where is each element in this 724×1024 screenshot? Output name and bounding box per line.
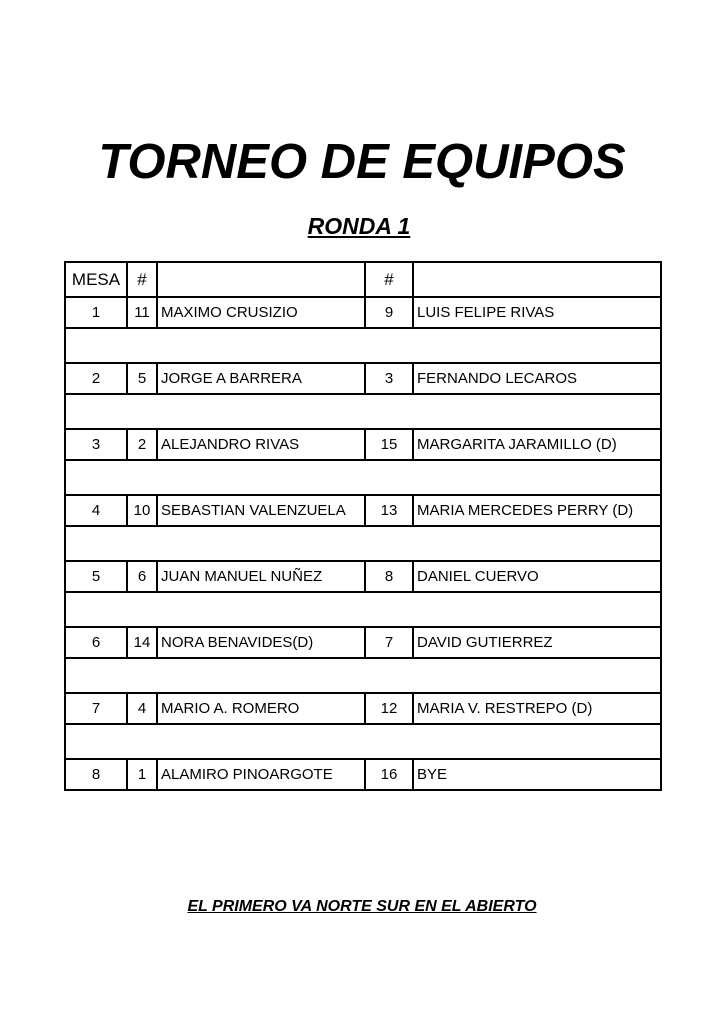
table-row [65,297,661,328]
footer-note: EL PRIMERO VA NORTE SUR EN EL ABIERTO [187,898,537,915]
header-name-1 [157,262,365,297]
cell-player-number-2: 3 [365,363,413,394]
pairings-table [64,261,662,791]
cell-mesa: 1 [65,297,127,328]
spacer-cell [65,724,661,759]
cell-player-number-1: 5 [127,363,157,394]
cell-player-number-1: 11 [127,297,157,328]
cell-player-name-1: ALAMIRO PINOARGOTE [157,759,365,790]
spacer-row [65,724,661,759]
cell-player-number-1: 1 [127,759,157,790]
spacer-row [65,394,661,429]
cell-player-name-2: MARIA MERCEDES PERRY (D) [413,495,661,526]
cell-player-name-1: JUAN MANUEL NUÑEZ [157,561,365,592]
header-name-2 [413,262,661,297]
spacer-row [65,328,661,363]
cell-mesa: 5 [65,561,127,592]
cell-mesa: 3 [65,429,127,460]
table-header-row [65,262,661,297]
cell-player-name-2: DANIEL CUERVO [413,561,661,592]
table-row [65,693,661,724]
page-title: TORNEO DE EQUIPOS [98,135,626,189]
cell-player-name-2: MARGARITA JARAMILLO (D) [413,429,661,460]
table-row [65,561,661,592]
cell-player-number-1: 6 [127,561,157,592]
header-num-2: # [365,262,413,297]
spacer-row [65,526,661,561]
pairings-body [65,262,661,790]
cell-player-number-2: 9 [365,297,413,328]
cell-player-name-1: JORGE A BARRERA [157,363,365,394]
cell-player-name-1: SEBASTIAN VALENZUELA [157,495,365,526]
cell-player-number-1: 10 [127,495,157,526]
round-subtitle: RONDA 1 [307,213,411,239]
cell-player-name-2: DAVID GUTIERREZ [413,627,661,658]
spacer-cell [65,526,661,561]
cell-player-name-2: MARIA V. RESTREPO (D) [413,693,661,724]
cell-player-name-2: LUIS FELIPE RIVAS [413,297,661,328]
cell-player-number-2: 16 [365,759,413,790]
table-row [65,363,661,394]
cell-player-number-2: 15 [365,429,413,460]
spacer-cell [65,658,661,693]
header-mesa: MESA [65,262,127,297]
cell-player-name-2: BYE [413,759,661,790]
cell-player-name-1: ALEJANDRO RIVAS [157,429,365,460]
table-row [65,429,661,460]
table-row [65,495,661,526]
cell-mesa: 2 [65,363,127,394]
cell-player-name-2: FERNANDO LECAROS [413,363,661,394]
cell-mesa: 7 [65,693,127,724]
cell-mesa: 4 [65,495,127,526]
cell-player-name-1: MARIO A. ROMERO [157,693,365,724]
cell-player-name-1: MAXIMO CRUSIZIO [157,297,365,328]
spacer-cell [65,460,661,495]
cell-player-number-1: 14 [127,627,157,658]
spacer-row [65,658,661,693]
cell-player-number-2: 8 [365,561,413,592]
spacer-cell [65,328,661,363]
cell-player-number-2: 7 [365,627,413,658]
spacer-cell [65,592,661,627]
cell-player-number-1: 4 [127,693,157,724]
table-row [65,627,661,658]
spacer-row [65,592,661,627]
spacer-cell [65,394,661,429]
cell-mesa: 6 [65,627,127,658]
cell-mesa: 8 [65,759,127,790]
cell-player-number-1: 2 [127,429,157,460]
table-row [65,759,661,790]
header-num-1: # [127,262,157,297]
cell-player-name-1: NORA BENAVIDES(D) [157,627,365,658]
cell-player-number-2: 12 [365,693,413,724]
cell-player-number-2: 13 [365,495,413,526]
spacer-row [65,460,661,495]
